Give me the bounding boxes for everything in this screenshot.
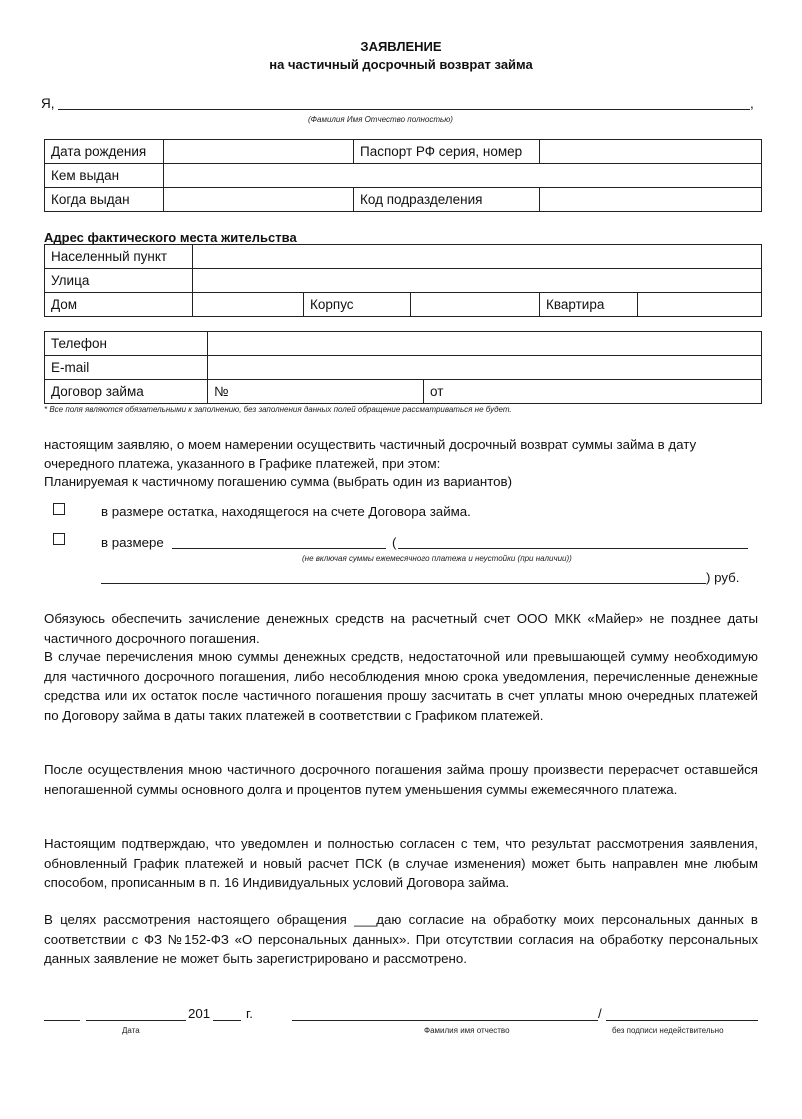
locality-field[interactable] xyxy=(193,245,762,269)
consent-after: даю согласие на обработку моих персональных данных в соответствии с ФЗ №152-ФЗ «О персональных данных». При отсутствии согласия на обработку персональных данных заявление не может быть зарегистрировано и рассмотрено. xyxy=(44,912,758,966)
passport-label: Паспорт РФ серия, номер xyxy=(354,140,540,164)
contacts-table xyxy=(44,331,762,404)
fullname-sign-field[interactable] xyxy=(292,1020,598,1021)
contract-date-label: от xyxy=(430,384,444,399)
house-field[interactable] xyxy=(193,293,304,317)
document-title: ЗАЯВЛЕНИЕ xyxy=(360,39,442,54)
issued-by-field[interactable] xyxy=(164,164,762,188)
date-year-prefix: 201 xyxy=(188,1006,211,1021)
option-2-words-field[interactable] xyxy=(398,548,748,549)
issued-when-field[interactable] xyxy=(164,188,354,212)
applicant-name-field[interactable] xyxy=(58,109,750,110)
date-year-suffix: г. xyxy=(246,1006,253,1021)
option-2-rub: ) руб. xyxy=(706,570,740,585)
division-code-field[interactable] xyxy=(540,188,762,212)
date-year-field[interactable] xyxy=(213,1020,241,1021)
paragraph-notification: Настоящим подтверждаю, что уведомлен и полностью согласен с тем, что результат рассмотрения заявления, обновленный График платежей и новый расчет ПСК (в случае изменения) может быть направлен мне любым способом, прописанным в п. 16 Индивидуальных условий Договора займа. xyxy=(44,836,758,890)
building-label: Корпус xyxy=(304,293,411,317)
issued-by-label: Кем выдан xyxy=(45,164,164,188)
locality-label: Населенный пункт xyxy=(45,245,193,269)
address-heading: Адрес фактического места жительства xyxy=(44,230,297,245)
street-field[interactable] xyxy=(193,269,762,293)
birth-date-label: Дата рождения xyxy=(45,140,164,164)
date-day-field[interactable] xyxy=(44,1020,80,1021)
consent-before: В целях рассмотрения настоящего обращения xyxy=(44,912,347,927)
signature-slash: / xyxy=(598,1006,602,1021)
paragraph-overpayment: В случае перечисления мною суммы денежных средств, недостаточной или превышающей сумму необходимую для частичного досрочного погашения, либо несоблюдения мною срока уведомления, перечисленные денежные средства или их остаток после частичного погашения прошу засчитать в счет уплаты мною очередных платежей по Договору займа в даты таких платежей в соответствии с Графиком платежей. xyxy=(44,649,758,723)
applicant-caption: (Фамилия Имя Отчество полностью) xyxy=(308,115,453,124)
paragraph-consent xyxy=(44,910,758,969)
option-2-label: в размере xyxy=(101,535,164,550)
contract-label: Договор займа xyxy=(45,380,208,404)
signature-field[interactable] xyxy=(606,1020,758,1021)
applicant-suffix: , xyxy=(750,96,754,111)
statement-line-1: настоящим заявляю, о моем намерении осуществить частичный досрочный возврат суммы займа в дату xyxy=(44,437,697,452)
contract-date-field[interactable] xyxy=(424,380,762,404)
name-caption: Фамилия имя отчество xyxy=(424,1026,510,1035)
option-1-checkbox[interactable] xyxy=(53,503,65,515)
contract-number-field[interactable] xyxy=(208,380,424,404)
email-label: E-mail xyxy=(45,356,208,380)
house-label: Дом xyxy=(45,293,193,317)
statement-line-3: Планируемая к частичному погашению сумма (выбрать один из вариантов) xyxy=(44,474,513,489)
building-field[interactable] xyxy=(411,293,540,317)
date-month-field[interactable] xyxy=(86,1020,186,1021)
option-2-caption: (не включая суммы ежемесячного платежа и неустойки (при наличии)) xyxy=(302,554,572,563)
birth-date-field[interactable] xyxy=(164,140,354,164)
option-2-checkbox[interactable] xyxy=(53,533,65,545)
option-2-open-paren: ( xyxy=(392,535,397,550)
statement-line-2: очередного платежа, указанного в Графике платежей, при этом: xyxy=(44,456,441,471)
phone-field[interactable] xyxy=(208,332,762,356)
footnote: * Все поля являются обязательными к заполнению, без заполнения данных полей обращение рассматриваться не будет. xyxy=(44,405,512,414)
consent-blank-field[interactable]: ___ xyxy=(354,912,377,927)
address-table xyxy=(44,244,762,317)
street-label: Улица xyxy=(45,269,193,293)
sign-caption: без подписи недействительно xyxy=(612,1026,724,1035)
passport-table xyxy=(44,139,762,212)
phone-label: Телефон xyxy=(45,332,208,356)
contract-number-label: № xyxy=(214,384,229,399)
date-caption: Дата xyxy=(122,1026,140,1035)
paragraph-recalculation: После осуществления мною частичного досрочного погашения займа прошу произвести перерасчет оставшейся непогашенной суммы основного долга и процентов путем уменьшения суммы ежемесячного платежа. xyxy=(44,762,758,797)
division-code-label: Код подразделения xyxy=(354,188,540,212)
issued-when-label: Когда выдан xyxy=(45,188,164,212)
option-2-amount-field[interactable] xyxy=(172,548,386,549)
passport-field[interactable] xyxy=(540,140,762,164)
option-1-label: в размере остатка, находящегося на счете Договора займа. xyxy=(101,504,471,519)
apartment-label: Квартира xyxy=(540,293,638,317)
option-2-words-field-2[interactable] xyxy=(101,583,706,584)
paragraph-obligation: Обязуюсь обеспечить зачисление денежных средств на расчетный счет ООО МКК «Майер» не позднее даты частичного досрочного погашения. xyxy=(44,611,758,646)
document-subtitle: на частичный досрочный возврат займа xyxy=(269,57,533,72)
applicant-prefix: Я, xyxy=(41,96,55,111)
apartment-field[interactable] xyxy=(638,293,762,317)
email-field[interactable] xyxy=(208,356,762,380)
